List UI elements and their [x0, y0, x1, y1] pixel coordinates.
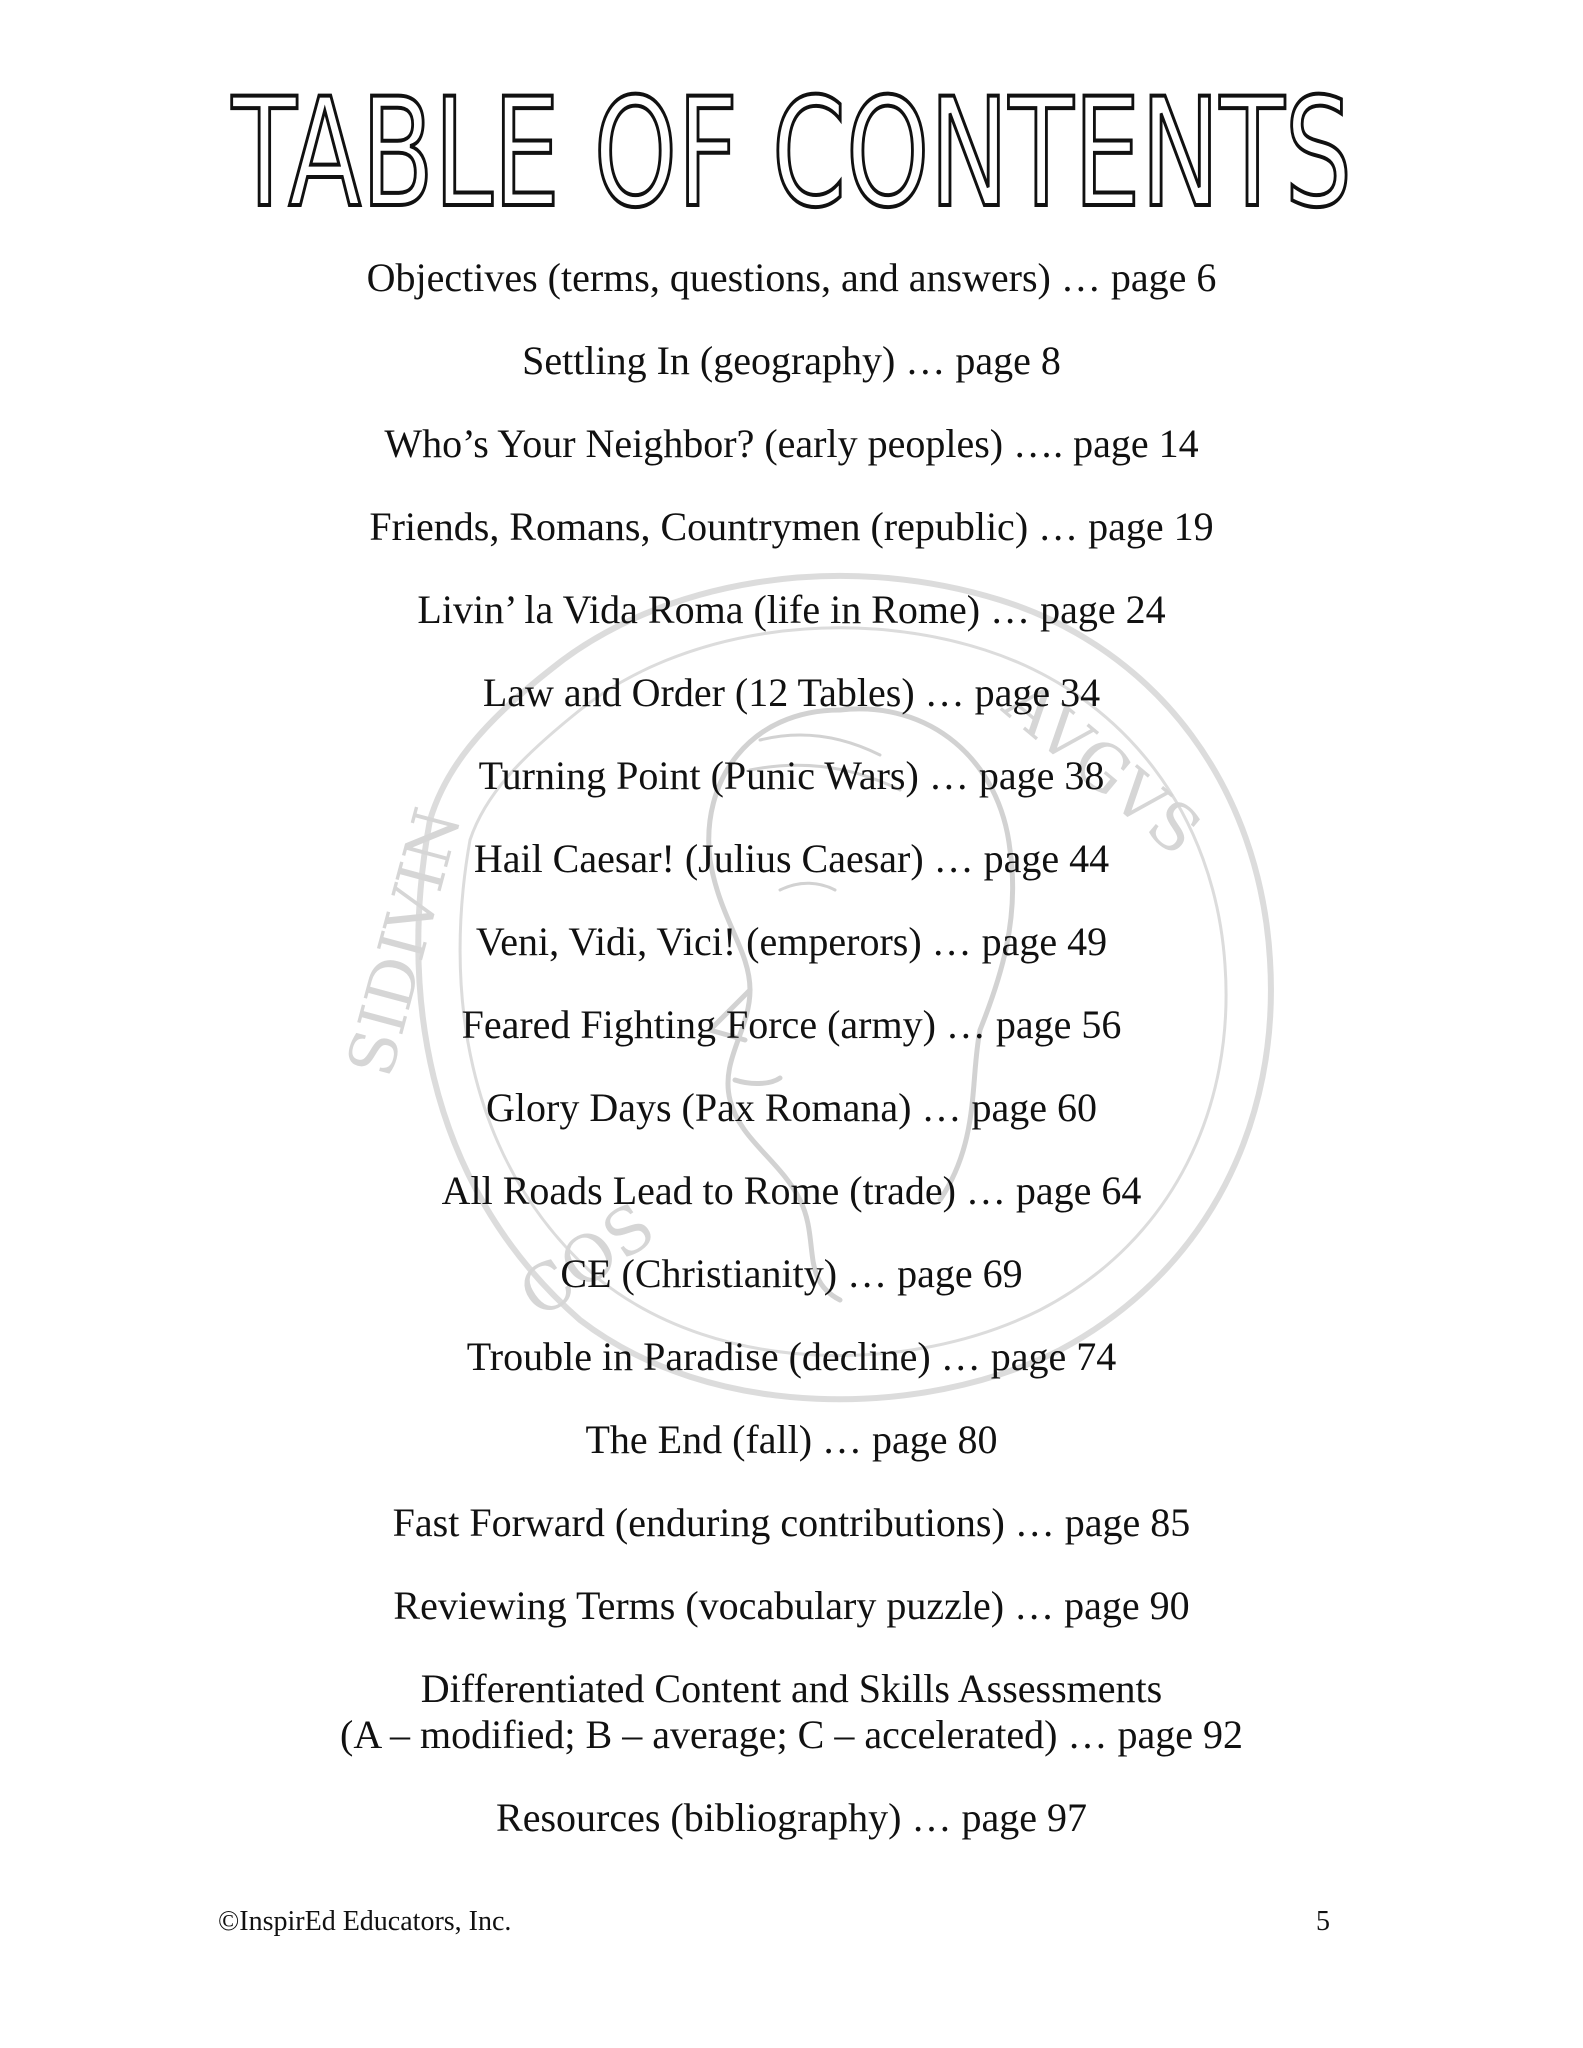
- toc-list: [0, 255, 1583, 1878]
- toc-entry[interactable]: Friends, Romans, Countrymen (republic) … page 19: [369, 504, 1214, 549]
- toc-entry[interactable]: Feared Fighting Force (army) … page 56: [461, 1002, 1122, 1047]
- svg-text:AVGVS: AVGVS: [989, 665, 1214, 871]
- toc-entry[interactable]: Settling In (geography) … page 8: [522, 338, 1061, 383]
- toc-entry[interactable]: Fast Forward (enduring contributions) … page 85: [392, 1500, 1191, 1545]
- toc-entry[interactable]: All Roads Lead to Rome (trade) … page 64: [441, 1168, 1142, 1213]
- toc-entry[interactable]: Resources (bibliography) … page 97: [496, 1795, 1087, 1840]
- footer-copyright: ©InspirEd Educators, Inc.: [218, 1906, 512, 1937]
- toc-entry[interactable]: Veni, Vidi, Vici! (emperors) … page 49: [475, 919, 1108, 964]
- svg-text:COS: COS: [506, 1189, 669, 1334]
- toc-entry[interactable]: Hail Caesar! (Julius Caesar) … page 44: [473, 836, 1110, 881]
- toc-entry[interactable]: Livin’ la Vida Roma (life in Rome) … page 24: [417, 587, 1166, 632]
- toc-entry-assessments[interactable]: [0, 1666, 1583, 1758]
- page-number: 5: [1316, 1906, 1330, 1937]
- toc-entry[interactable]: Reviewing Terms (vocabulary puzzle) … page 90: [393, 1583, 1190, 1628]
- toc-entry[interactable]: Glory Days (Pax Romana) … page 60: [486, 1085, 1097, 1130]
- toc-entry[interactable]: Trouble in Paradise (decline) … page 74: [466, 1334, 1117, 1379]
- toc-entry[interactable]: The End (fall) … page 80: [585, 1417, 998, 1462]
- toc-entry-line: (A – modified; B – average; C – accelerated) … page 92: [340, 1712, 1243, 1757]
- toc-entry[interactable]: Who’s Your Neighbor? (early peoples) …. page 14: [384, 421, 1199, 466]
- page-title: [0, 70, 1583, 240]
- toc-entry[interactable]: Law and Order (12 Tables) … page 34: [482, 670, 1101, 715]
- toc-entry[interactable]: Turning Point (Punic Wars) … page 38: [478, 753, 1105, 798]
- toc-entry[interactable]: Objectives (terms, questions, and answers) … page 6: [366, 255, 1217, 300]
- svg-text:SIDIVIN: SIDIVIN: [333, 801, 477, 1085]
- page-title-text: TABLE OF CONTENTS: [230, 70, 1352, 240]
- toc-entry-line: Differentiated Content and Skills Assessments: [420, 1666, 1163, 1711]
- toc-entry[interactable]: CE (Christianity) … page 69: [560, 1251, 1023, 1296]
